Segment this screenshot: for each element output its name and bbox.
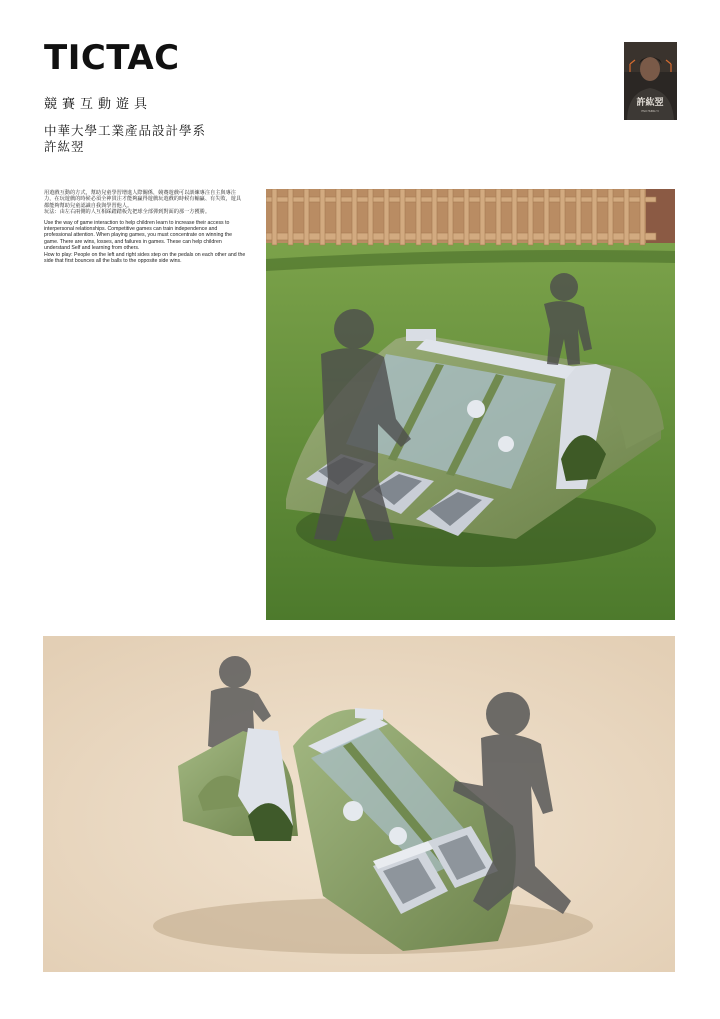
outdoor-render-image bbox=[266, 189, 675, 620]
shirt-text: 許紘翌 bbox=[636, 98, 664, 108]
studio-render-image bbox=[43, 636, 675, 972]
description-block bbox=[44, 190, 246, 268]
product-subtitle: 競賽互動遊具 bbox=[44, 97, 153, 112]
description-chinese: 用遊戲互動的方式，幫助兒童學習增進人際關係，競賽遊戲可以訓練專注自主與專注力，在玩遊戲的時候必須全神貫注才能夠贏得遊戲玩遊戲的時候有輸贏、有失敗，遊具都能夠幫助兒童認識自我與學習他人。 玩法：由左右兩側的人互相踩踏踏板先把球全部彈到對面的那一方獲勝。 bbox=[44, 190, 242, 216]
page-title: TICTAC bbox=[44, 38, 180, 78]
author-name: 許紘翌 bbox=[44, 139, 85, 154]
department-name: 中華大學工業產品設計學系 bbox=[44, 123, 207, 138]
shirt-subtext: HSU HUNG YI bbox=[641, 110, 659, 113]
description-english: Use the way of game interaction to help children learn to increase their access to interpersonal relationships. Competitive games can train independence and professional attention. When playing games, you must concentrate on winning the game. There are wins, losses, and failures in games. These can help children understand Self and learning from others. How to play: People on the left and right sides step on the pedals on each other and the side that first bounces all the balls to the opposite side wins. bbox=[44, 219, 246, 265]
author-photo bbox=[624, 42, 677, 120]
